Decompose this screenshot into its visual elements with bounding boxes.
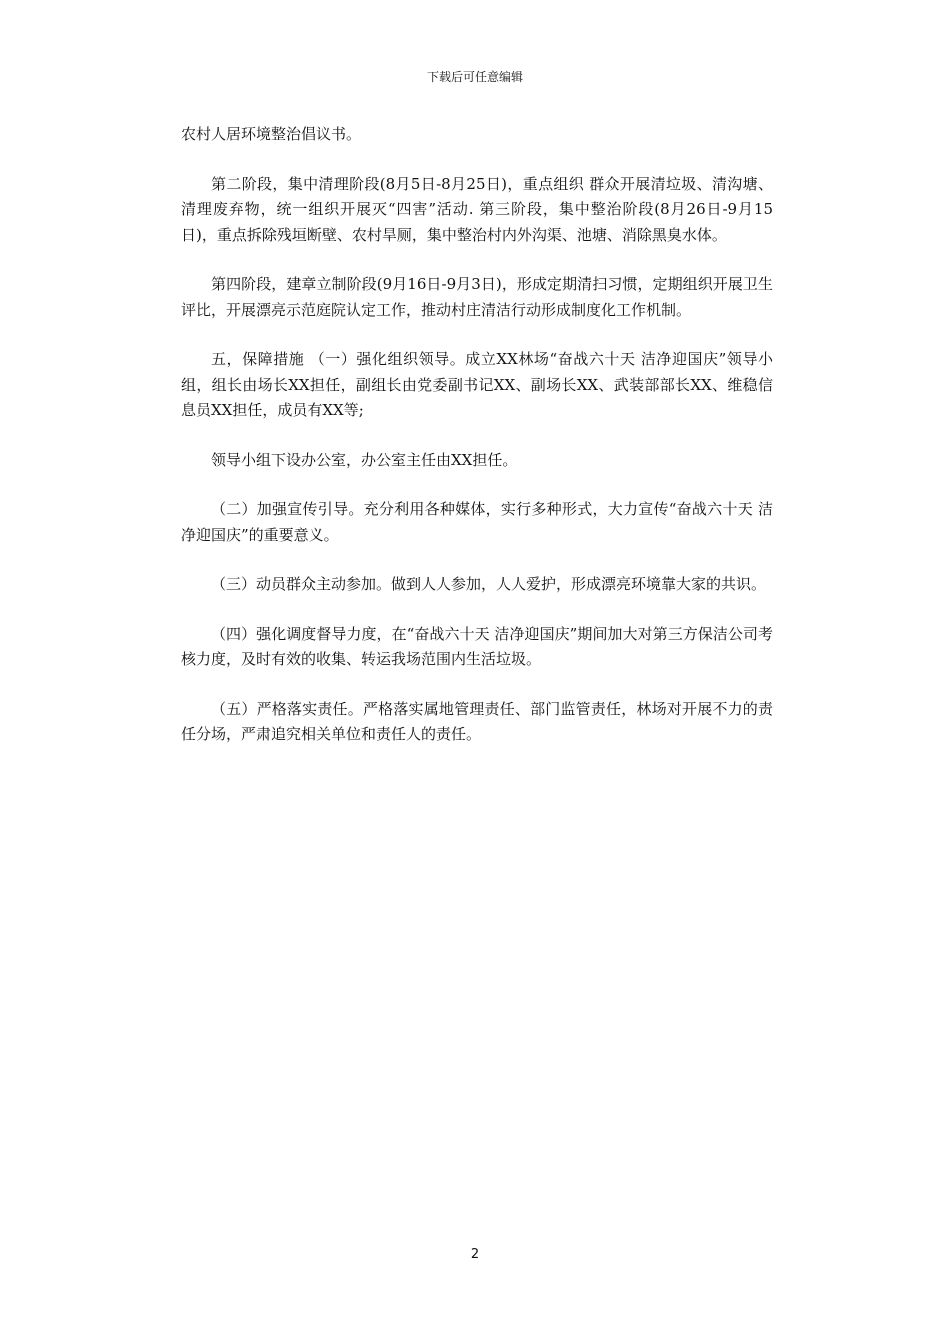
paragraph-3: 第四阶段，建章立制阶段(9月16日-9月3日)，形成定期清扫习惯，定期组织开展卫生评比，开展漂亮示范庭院认定工作，推动村庄清洁行动形成制度化工作机制。	[181, 275, 773, 319]
paragraph-8: （四）强化调度督导力度，在“奋战六十天 洁净迎国庆”期间加大对第三方保洁公司考核力度，及时有效的收集、转运我场范围内生活垃圾。	[181, 624, 773, 668]
paragraph-4: 五，保障措施 （一）强化组织领导。成立XX林场“奋战六十天 洁净迎国庆”领导小组，组长由场长XX担任，副组长由党委副书记XX、副场长XX、武装部部长XX、维稳信息员XX担任，成员有XX等;	[181, 350, 773, 419]
paragraph-5: 领导小组下设办公室，办公室主任由XX担任。	[211, 450, 518, 469]
paragraph-2: 第二阶段，集中清理阶段(8月5日-8月25日)，重点组织 群众开展清垃圾、清沟塘、清理废弃物，统一组织开展灭“四害”活动. 第三阶段，集中整治阶段(8月26日-9月15日)，重点拆除残垣断壁、农村旱厕，集中整治村内外沟渠、池塘、消除黑臭水体。	[181, 174, 773, 244]
paragraph-7: （三）动员群众主动参加。做到人人参加，人人爱护，形成漂亮环境靠大家的共识。	[211, 575, 767, 593]
paragraph-6: （二）加强宣传引导。充分利用各种媒体，实行多种形式，大力宣传“奋战六十天 洁净迎国庆”的重要意义。	[181, 500, 773, 544]
document-body	[181, 122, 773, 772]
paragraph-1: 农村人居环境整治倡议书。	[181, 125, 362, 143]
page-header: 下载后可任意编辑	[426, 70, 523, 84]
page-number: 2	[470, 1247, 480, 1262]
paragraph-9: （五）严格落实责任。严格落实属地管理责任、部门监管责任，林场对开展不力的责任分场，严肃追究相关单位和责任人的责任。	[181, 699, 773, 743]
